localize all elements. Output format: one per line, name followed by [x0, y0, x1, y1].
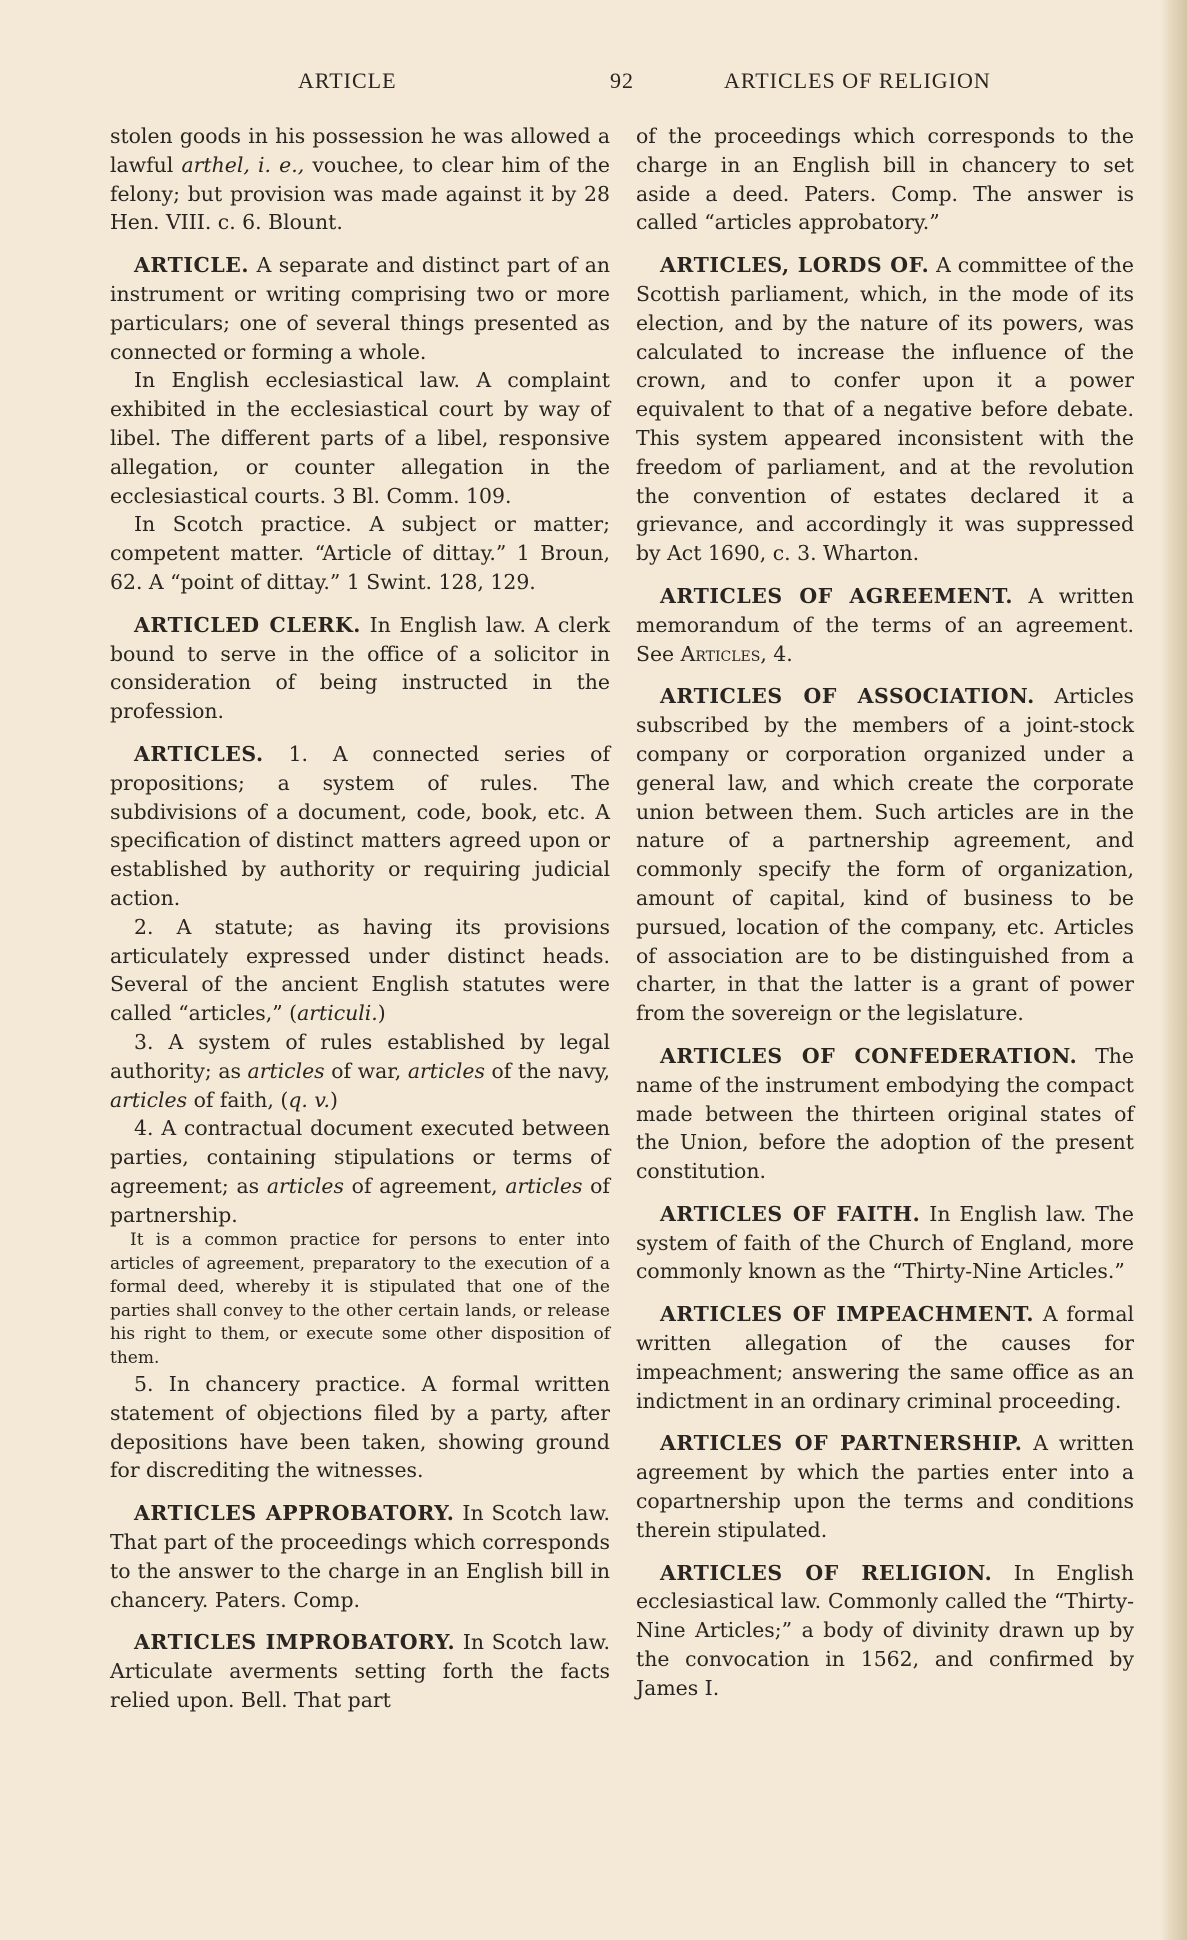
entry-text: A separate and distinct part of an instrument or writing comprising two or more particulars; one of several things presented as connected or forming a whole. — [110, 253, 610, 364]
entry-headword: ARTICLES, LORDS OF. — [660, 253, 930, 278]
entry-italic: articles — [407, 1058, 485, 1083]
entry-articles-of-faith — [636, 1200, 1134, 1286]
entry-headword: ARTICLES OF IMPEACHMENT. — [660, 1302, 1035, 1327]
entry-headword: ARTICLES OF ASSOCIATION. — [660, 684, 1035, 709]
entry-italic: articuli. — [297, 1001, 378, 1026]
entry-headword: ARTICLED CLERK. — [134, 612, 362, 637]
entry-text: 2. A statute; as having its provisions articulately expressed under distinct heads. Several of the ancient English statutes were called “articles,” ( — [110, 914, 610, 1026]
entry-articles-of-agreement — [636, 582, 1134, 668]
entry-text: A written agreement by which the parties enter into a copartnership upon the terms and conditions therein stipulated. — [636, 1431, 1134, 1542]
entry-headword: ARTICLES APPROBATORY. — [134, 1501, 455, 1526]
entry-articles-improbatory — [110, 1628, 610, 1714]
continuation-part: vouchee, to clear him of the felony; but provision was made against it by 28 Hen. VIII. c. 6. Blount. — [110, 152, 610, 235]
entry-articles-note: It is a common practice for persons to enter into articles of agreement, preparatory to the execution of a formal deed, whereby it is stipulated that one of the parties shall convey to the other certain lands, or release his right to them, or execute some other disposition of them. — [110, 1230, 610, 1368]
entry-text: In English ecclesiastical law. Commonly called the “Thirty-Nine Articles;” a body of divinity drawn up by the convocation in 1562, and confirmed by James I. — [636, 1560, 1134, 1700]
entry-headword: ARTICLES IMPROBATORY. — [134, 1630, 456, 1655]
entry-articles-of-confederation — [636, 1042, 1134, 1186]
entry-articles-of-association — [636, 682, 1134, 1028]
entry-article-definition — [110, 251, 610, 366]
entry-article-sense-2: In English ecclesiastical law. A complaint exhibited in the ecclesiastical court by way of libel. The different parts of a libel, responsive allegation, or counter allegation in the ecclesiastical courts. 3 Bl. Comm. 109. — [110, 368, 610, 508]
entry-italic: q. v. — [288, 1087, 330, 1112]
right-column — [636, 122, 1134, 1717]
continuation-part: stolen goods in his possession he was allowed a lawful — [110, 124, 610, 177]
entry-continuation-right — [636, 122, 1134, 237]
header-right-guide-word: ARTICLES OF RELIGION — [724, 68, 991, 93]
entry-text: In English law. The system of faith of the Church of England, more commonly known as the “Thirty-Nine Articles.” — [636, 1201, 1134, 1284]
entry-headword: ARTICLES OF CONFEDERATION. — [660, 1043, 1078, 1068]
entry-definition — [636, 1042, 1134, 1186]
entry-definition — [636, 1429, 1134, 1544]
entry-text: In English law. A clerk bound to serve in the office of a solicitor in consideration of being instructed in the profession. — [110, 612, 610, 724]
entry-definition — [636, 1200, 1134, 1286]
entry-headword: ARTICLE. — [134, 253, 250, 278]
entry-italic: articles — [505, 1173, 583, 1198]
entry-definition — [636, 582, 1134, 668]
entry-articles-lords-of — [636, 251, 1134, 568]
header-left-guide-word: ARTICLE — [298, 68, 397, 93]
entry-definition — [636, 682, 1134, 1028]
entry-articles-approbatory-definition — [110, 1499, 610, 1614]
entry-text: A committee of the Scottish parliament, which, in the mode of its election, and by the nature of its powers, was calculated to increase the influence of the crown, and to confer upon it a power equivalent to that of a negative before debate. This system appeared inconsistent with the freedom of parliament, and at the revolution the convention of estates declared it a grievance, and accordingly it was suppressed by Act 1690, c. 3. Wharton. — [636, 253, 1134, 566]
entry-articles-sense-5: 5. In chancery practice. A formal written statement of objections filed by a party, after depositions have been taken, showing ground for discrediting the witnesses. — [110, 1371, 610, 1483]
entry-italic: articles — [110, 1087, 188, 1112]
entry-text: 1. A connected series of propositions; a system of rules. The subdivisions of a document, code, book, etc. A specification of distinct matters agreed upon or established by authority or requiring judicial action. — [110, 741, 610, 910]
entry-articles-sense-4 — [110, 1114, 610, 1229]
entry-articles-of-religion — [636, 1559, 1134, 1703]
entry-definition — [636, 251, 1134, 568]
entry-text: A formal written allegation of the causes for impeachment; answering the same office as an indictment in an ordinary criminal proceeding. — [636, 1302, 1134, 1413]
left-column — [110, 122, 610, 1729]
entry-text: of the navy, — [484, 1058, 610, 1083]
entry-text: The name of the instrument embodying the compact made between the thirteen original states of the Union, before the adoption of the present constitution. — [636, 1043, 1134, 1184]
entry-headword: ARTICLES OF AGREEMENT. — [660, 583, 1014, 608]
cross-reference: Articles — [680, 641, 761, 666]
running-head — [0, 68, 1187, 102]
entry-articles-sense-2 — [110, 913, 610, 1028]
entry-continuation — [110, 122, 610, 237]
entry-text: In Scotch law. That part of the proceedings which corresponds to the answer to the charge in an English bill in chancery. Paters. Comp. — [110, 1501, 610, 1612]
entry-definition — [636, 1300, 1134, 1415]
entry-articles-of-impeachment — [636, 1300, 1134, 1415]
entry-articled-clerk — [110, 611, 610, 726]
entry-articles-sense-3 — [110, 1028, 610, 1114]
entry-headword: ARTICLES OF PARTNERSHIP. — [660, 1431, 1023, 1456]
entry-italic: articles — [247, 1058, 325, 1083]
entry-articles-improbatory-definition — [110, 1628, 610, 1714]
entry-headword: ARTICLES. — [134, 741, 264, 766]
entry-articles-of-partnership — [636, 1429, 1134, 1544]
entry-text: 4. A contractual document executed between parties, containing stipulations or terms of agreement; as — [110, 1116, 610, 1198]
entry-headword: ARTICLES OF RELIGION. — [660, 1560, 993, 1585]
page-edge — [1161, 0, 1187, 1940]
entry-text: A written memorandum of the terms of an agreement. See — [636, 583, 1134, 666]
entry-articled-clerk-definition — [110, 611, 610, 726]
entry-articles-approbatory — [110, 1499, 610, 1614]
entry-italic: articles — [266, 1173, 344, 1198]
entry-article-sense-3: In Scotch practice. A subject or matter; competent matter. “Article of dittay.” 1 Broun, 62. A “point of dittay.” 1 Swint. 128, 129. — [110, 512, 610, 594]
entry-text: ) — [377, 1001, 386, 1026]
page-number: 92 — [610, 68, 634, 93]
entry-text: of partnership. — [110, 1173, 610, 1227]
entry-text: , 4. — [760, 641, 793, 666]
entry-text: of war, — [324, 1058, 408, 1083]
entry-headword: ARTICLES OF FAITH. — [660, 1201, 921, 1226]
entry-text: of faith, ( — [187, 1087, 289, 1112]
entry-definition — [636, 1559, 1134, 1703]
entry-text: of agreement, — [343, 1173, 506, 1198]
continuation-text: of the proceedings which corresponds to the charge in an English bill in chancery to set aside a deed. Paters. Comp. The answer is called “articles approbatory.” — [636, 124, 1134, 235]
entry-articles-sense-1 — [110, 740, 610, 913]
entry-text: ) — [329, 1087, 338, 1112]
continuation-italic: arthel, i. e., — [181, 152, 305, 177]
entry-text: In Scotch law. Articulate averments setting forth the facts relied upon. Bell. That part — [110, 1630, 610, 1712]
entry-article — [110, 251, 610, 597]
continuation-text — [110, 122, 610, 237]
entry-text: 3. A system of rules established by legal authority; as — [110, 1029, 610, 1083]
entry-articles — [110, 740, 610, 1485]
entry-text: Articles subscribed by the members of a joint-stock company or corporation organized under a general law, and which create the corporate union between them. Such articles are in the nature of a partnership agreement, and commonly specify the form of organization, amount of capital, kind of business to be pursued, location of the company, etc. Articles of association are to be distinguished from a charter, in that the latter is a grant of power from the sovereign or the legislature. — [636, 684, 1134, 1026]
